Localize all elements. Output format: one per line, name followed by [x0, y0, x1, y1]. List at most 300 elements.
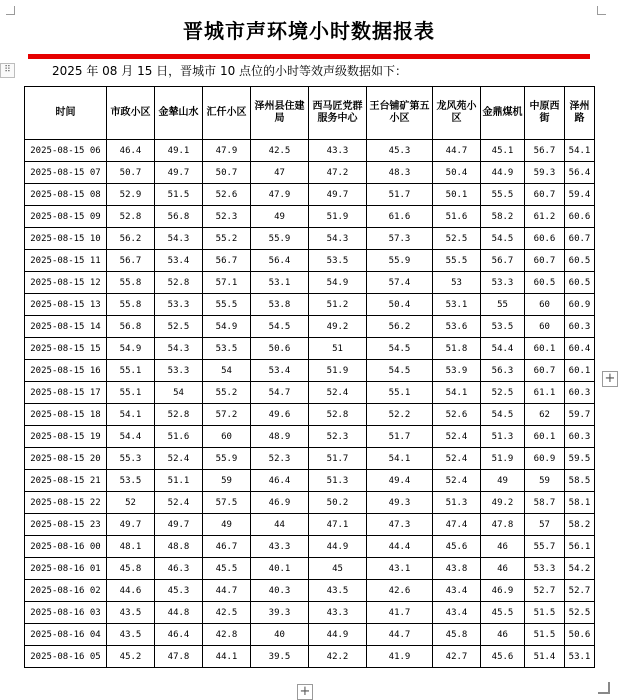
- value-cell: 43.8: [433, 558, 481, 580]
- value-cell: 40.3: [251, 580, 309, 602]
- value-cell: 49: [251, 206, 309, 228]
- value-cell: 43.5: [309, 580, 367, 602]
- value-cell: 51.8: [433, 338, 481, 360]
- value-cell: 57.2: [203, 404, 251, 426]
- header-jindingmeiji: 金鼎煤机: [481, 87, 525, 140]
- header-longfengyuan: 龙风苑小区: [433, 87, 481, 140]
- value-cell: 47.3: [367, 514, 433, 536]
- value-cell: 46.4: [107, 140, 155, 162]
- value-cell: 54.3: [155, 228, 203, 250]
- table-row: [25, 646, 595, 668]
- value-cell: 47.1: [309, 514, 367, 536]
- value-cell: 54.4: [481, 338, 525, 360]
- table-row: [25, 580, 595, 602]
- value-cell: 51.4: [525, 646, 565, 668]
- value-cell: 52.4: [155, 448, 203, 470]
- value-cell: 53.8: [251, 294, 309, 316]
- value-cell: 45.5: [481, 602, 525, 624]
- value-cell: 54.2: [565, 558, 595, 580]
- value-cell: 53.1: [251, 272, 309, 294]
- value-cell: 57.4: [367, 272, 433, 294]
- value-cell: 45.8: [433, 624, 481, 646]
- header-jinnianshanshui: 金辇山水: [155, 87, 203, 140]
- value-cell: 49.2: [481, 492, 525, 514]
- value-cell: 54.5: [251, 316, 309, 338]
- value-cell: 54.3: [155, 338, 203, 360]
- value-cell: 54.9: [203, 316, 251, 338]
- value-cell: 56.2: [107, 228, 155, 250]
- value-cell: 62: [525, 404, 565, 426]
- value-cell: 49: [203, 514, 251, 536]
- time-cell: 2025-08-15 21: [25, 470, 107, 492]
- table-row: [25, 228, 595, 250]
- header-time: 时间: [25, 87, 107, 140]
- value-cell: 58.2: [481, 206, 525, 228]
- time-cell: 2025-08-16 00: [25, 536, 107, 558]
- value-cell: 53.3: [155, 360, 203, 382]
- value-cell: 46.9: [251, 492, 309, 514]
- value-cell: 48.8: [155, 536, 203, 558]
- value-cell: 42.5: [203, 602, 251, 624]
- header-shizheng: 市政小区: [107, 87, 155, 140]
- value-cell: 47.9: [251, 184, 309, 206]
- value-cell: 53.3: [525, 558, 565, 580]
- time-cell: 2025-08-15 07: [25, 162, 107, 184]
- time-cell: 2025-08-16 01: [25, 558, 107, 580]
- table-row: [25, 602, 595, 624]
- table-row: [25, 514, 595, 536]
- value-cell: 50.4: [367, 294, 433, 316]
- value-cell: 42.2: [309, 646, 367, 668]
- value-cell: 55.5: [433, 250, 481, 272]
- intro-text: 2025 年 08 月 15 日，晋城市 10 点位的小时等效声级数据如下：: [52, 64, 408, 78]
- value-cell: 43.3: [251, 536, 309, 558]
- value-cell: 51.6: [433, 206, 481, 228]
- value-cell: 46.7: [203, 536, 251, 558]
- time-cell: 2025-08-15 10: [25, 228, 107, 250]
- value-cell: 43.5: [107, 624, 155, 646]
- value-cell: 52: [107, 492, 155, 514]
- value-cell: 60.1: [565, 360, 595, 382]
- time-cell: 2025-08-16 02: [25, 580, 107, 602]
- value-cell: 46.3: [155, 558, 203, 580]
- value-cell: 60: [203, 426, 251, 448]
- table-header-row: [25, 87, 595, 140]
- value-cell: 55.9: [367, 250, 433, 272]
- value-cell: 49.7: [155, 514, 203, 536]
- value-cell: 43.5: [107, 602, 155, 624]
- value-cell: 40: [251, 624, 309, 646]
- value-cell: 58.7: [525, 492, 565, 514]
- time-cell: 2025-08-15 17: [25, 382, 107, 404]
- value-cell: 55.9: [203, 448, 251, 470]
- table-row: [25, 140, 595, 162]
- value-cell: 44.7: [433, 140, 481, 162]
- table-resize-handle-icon[interactable]: [598, 682, 610, 694]
- title-divider: [28, 54, 590, 59]
- value-cell: 46.4: [251, 470, 309, 492]
- value-cell: 60.3: [565, 316, 595, 338]
- value-cell: 50.7: [203, 162, 251, 184]
- value-cell: 47.8: [481, 514, 525, 536]
- table-row: [25, 470, 595, 492]
- value-cell: 53.5: [481, 316, 525, 338]
- value-cell: 45.3: [155, 580, 203, 602]
- value-cell: 58.5: [565, 470, 595, 492]
- value-cell: 54.5: [367, 338, 433, 360]
- value-cell: 54: [203, 360, 251, 382]
- value-cell: 46.9: [481, 580, 525, 602]
- value-cell: 45.3: [367, 140, 433, 162]
- time-cell: 2025-08-15 20: [25, 448, 107, 470]
- value-cell: 46: [481, 624, 525, 646]
- value-cell: 47.4: [433, 514, 481, 536]
- header-zezhoulu: 泽州路: [565, 87, 595, 140]
- value-cell: 50.6: [251, 338, 309, 360]
- page-corner-mark-left: [6, 6, 15, 15]
- value-cell: 53.9: [433, 360, 481, 382]
- value-cell: 52.6: [203, 184, 251, 206]
- value-cell: 49.7: [107, 514, 155, 536]
- value-cell: 59: [203, 470, 251, 492]
- value-cell: 46: [481, 536, 525, 558]
- table-row: [25, 536, 595, 558]
- value-cell: 45.6: [433, 536, 481, 558]
- value-cell: 39.3: [251, 602, 309, 624]
- value-cell: 60.4: [565, 338, 595, 360]
- table-row: [25, 162, 595, 184]
- value-cell: 43.3: [309, 140, 367, 162]
- value-cell: 60.6: [525, 228, 565, 250]
- value-cell: 56.4: [251, 250, 309, 272]
- value-cell: 51.7: [367, 184, 433, 206]
- value-cell: 55.2: [203, 228, 251, 250]
- value-cell: 58.1: [565, 492, 595, 514]
- time-cell: 2025-08-15 19: [25, 426, 107, 448]
- value-cell: 52.4: [433, 470, 481, 492]
- value-cell: 52.8: [309, 404, 367, 426]
- value-cell: 52.3: [251, 448, 309, 470]
- value-cell: 40.1: [251, 558, 309, 580]
- value-cell: 43.3: [309, 602, 367, 624]
- value-cell: 54.3: [309, 228, 367, 250]
- value-cell: 49.7: [309, 184, 367, 206]
- value-cell: 56.3: [481, 360, 525, 382]
- time-cell: 2025-08-16 03: [25, 602, 107, 624]
- value-cell: 53.5: [203, 338, 251, 360]
- time-cell: 2025-08-15 16: [25, 360, 107, 382]
- value-cell: 52.9: [107, 184, 155, 206]
- value-cell: 45.1: [481, 140, 525, 162]
- value-cell: 49.1: [155, 140, 203, 162]
- value-cell: 52.3: [309, 426, 367, 448]
- value-cell: 55.8: [107, 272, 155, 294]
- value-cell: 55.5: [481, 184, 525, 206]
- value-cell: 47: [251, 162, 309, 184]
- value-cell: 60.5: [565, 272, 595, 294]
- value-cell: 42.5: [251, 140, 309, 162]
- value-cell: 52.6: [433, 404, 481, 426]
- value-cell: 55.1: [367, 382, 433, 404]
- table-row: [25, 382, 595, 404]
- page-title: 晋城市声环境小时数据报表: [183, 19, 435, 43]
- value-cell: 58.2: [565, 514, 595, 536]
- table-row: [25, 184, 595, 206]
- table-row: [25, 448, 595, 470]
- value-cell: 60.6: [565, 206, 595, 228]
- value-cell: 54.1: [433, 382, 481, 404]
- value-cell: 60.3: [565, 426, 595, 448]
- value-cell: 53.5: [309, 250, 367, 272]
- value-cell: 44.4: [367, 536, 433, 558]
- value-cell: 60.9: [565, 294, 595, 316]
- value-cell: 54.1: [565, 140, 595, 162]
- value-cell: 47.8: [155, 646, 203, 668]
- value-cell: 54.9: [309, 272, 367, 294]
- time-cell: 2025-08-15 13: [25, 294, 107, 316]
- add-column-plus-icon[interactable]: +: [602, 371, 618, 387]
- value-cell: 56.1: [565, 536, 595, 558]
- value-cell: 53.3: [155, 294, 203, 316]
- value-cell: 52.7: [525, 580, 565, 602]
- value-cell: 39.5: [251, 646, 309, 668]
- value-cell: 43.1: [367, 558, 433, 580]
- value-cell: 52.3: [203, 206, 251, 228]
- value-cell: 43.4: [433, 602, 481, 624]
- table-body: [25, 140, 595, 668]
- value-cell: 47.9: [203, 140, 251, 162]
- time-cell: 2025-08-16 04: [25, 624, 107, 646]
- value-cell: 55: [481, 294, 525, 316]
- value-cell: 45.8: [107, 558, 155, 580]
- value-cell: 46: [481, 558, 525, 580]
- value-cell: 55.2: [203, 382, 251, 404]
- value-cell: 54.5: [367, 360, 433, 382]
- value-cell: 56.2: [367, 316, 433, 338]
- value-cell: 52.5: [481, 382, 525, 404]
- value-cell: 60.9: [525, 448, 565, 470]
- move-handle-icon[interactable]: ⠿: [0, 63, 15, 78]
- value-cell: 61.6: [367, 206, 433, 228]
- value-cell: 60.5: [525, 272, 565, 294]
- add-row-plus-icon[interactable]: +: [297, 684, 313, 700]
- value-cell: 41.7: [367, 602, 433, 624]
- value-cell: 60: [525, 294, 565, 316]
- value-cell: 53.5: [107, 470, 155, 492]
- value-cell: 54.5: [481, 228, 525, 250]
- table-row: [25, 272, 595, 294]
- value-cell: 57.3: [367, 228, 433, 250]
- value-cell: 42.8: [203, 624, 251, 646]
- value-cell: 51: [309, 338, 367, 360]
- value-cell: 52.4: [309, 382, 367, 404]
- value-cell: 51.7: [309, 448, 367, 470]
- time-cell: 2025-08-15 22: [25, 492, 107, 514]
- value-cell: 56.7: [481, 250, 525, 272]
- table-row: [25, 206, 595, 228]
- table-row: [25, 250, 595, 272]
- noise-data-table: [24, 86, 595, 668]
- value-cell: 49.6: [251, 404, 309, 426]
- value-cell: 51.5: [155, 184, 203, 206]
- value-cell: 49.7: [155, 162, 203, 184]
- value-cell: 52.4: [433, 426, 481, 448]
- value-cell: 44.9: [309, 536, 367, 558]
- time-cell: 2025-08-15 14: [25, 316, 107, 338]
- value-cell: 60.1: [525, 426, 565, 448]
- value-cell: 45.2: [107, 646, 155, 668]
- value-cell: 50.6: [565, 624, 595, 646]
- value-cell: 44.6: [107, 580, 155, 602]
- value-cell: 53.3: [481, 272, 525, 294]
- table-row: [25, 404, 595, 426]
- value-cell: 49.3: [367, 492, 433, 514]
- value-cell: 60.7: [525, 184, 565, 206]
- value-cell: 45.5: [203, 558, 251, 580]
- value-cell: 57.5: [203, 492, 251, 514]
- value-cell: 55.1: [107, 360, 155, 382]
- value-cell: 51.2: [309, 294, 367, 316]
- value-cell: 53.4: [155, 250, 203, 272]
- value-cell: 60.7: [525, 360, 565, 382]
- value-cell: 44.7: [367, 624, 433, 646]
- value-cell: 44.9: [481, 162, 525, 184]
- time-cell: 2025-08-15 23: [25, 514, 107, 536]
- header-huiqian: 汇仟小区: [203, 87, 251, 140]
- value-cell: 56.7: [525, 140, 565, 162]
- value-cell: 56.4: [565, 162, 595, 184]
- value-cell: 47.2: [309, 162, 367, 184]
- value-cell: 61.1: [525, 382, 565, 404]
- value-cell: 51.5: [525, 602, 565, 624]
- value-cell: 56.7: [203, 250, 251, 272]
- value-cell: 51.3: [433, 492, 481, 514]
- table-row: [25, 492, 595, 514]
- value-cell: 41.9: [367, 646, 433, 668]
- value-cell: 51.9: [309, 360, 367, 382]
- value-cell: 56.8: [155, 206, 203, 228]
- value-cell: 52.8: [155, 272, 203, 294]
- value-cell: 49: [481, 470, 525, 492]
- value-cell: 59.7: [565, 404, 595, 426]
- value-cell: 56.7: [107, 250, 155, 272]
- value-cell: 44.9: [309, 624, 367, 646]
- value-cell: 52.4: [155, 492, 203, 514]
- header-zezhou-zhujianju: 泽州县住建局: [251, 87, 309, 140]
- value-cell: 51.5: [525, 624, 565, 646]
- value-cell: 54.5: [481, 404, 525, 426]
- value-cell: 43.4: [433, 580, 481, 602]
- value-cell: 55.7: [525, 536, 565, 558]
- header-wangtaipu: 王台铺矿第五小区: [367, 87, 433, 140]
- value-cell: 55.3: [107, 448, 155, 470]
- value-cell: 45: [309, 558, 367, 580]
- value-cell: 61.2: [525, 206, 565, 228]
- time-cell: 2025-08-16 05: [25, 646, 107, 668]
- value-cell: 52.5: [565, 602, 595, 624]
- value-cell: 51.9: [481, 448, 525, 470]
- value-cell: 54.7: [251, 382, 309, 404]
- value-cell: 52.2: [367, 404, 433, 426]
- value-cell: 60.7: [565, 228, 595, 250]
- value-cell: 53.1: [565, 646, 595, 668]
- header-ximajiang: 西马匠党群服务中心: [309, 87, 367, 140]
- value-cell: 44.1: [203, 646, 251, 668]
- value-cell: 60.5: [565, 250, 595, 272]
- value-cell: 52.7: [565, 580, 595, 602]
- value-cell: 60.1: [525, 338, 565, 360]
- time-cell: 2025-08-15 06: [25, 140, 107, 162]
- value-cell: 42.6: [367, 580, 433, 602]
- value-cell: 51.3: [309, 470, 367, 492]
- value-cell: 50.2: [309, 492, 367, 514]
- value-cell: 55.1: [107, 382, 155, 404]
- value-cell: 51.7: [367, 426, 433, 448]
- value-cell: 44: [251, 514, 309, 536]
- value-cell: 56.8: [107, 316, 155, 338]
- value-cell: 57.1: [203, 272, 251, 294]
- time-cell: 2025-08-15 08: [25, 184, 107, 206]
- table-row: [25, 558, 595, 580]
- value-cell: 46.4: [155, 624, 203, 646]
- value-cell: 54.1: [107, 404, 155, 426]
- value-cell: 42.7: [433, 646, 481, 668]
- table-row: [25, 294, 595, 316]
- value-cell: 49.4: [367, 470, 433, 492]
- value-cell: 59.4: [565, 184, 595, 206]
- value-cell: 48.3: [367, 162, 433, 184]
- value-cell: 60.3: [565, 382, 595, 404]
- time-cell: 2025-08-15 15: [25, 338, 107, 360]
- value-cell: 52.8: [155, 404, 203, 426]
- value-cell: 53.1: [433, 294, 481, 316]
- value-cell: 50.7: [107, 162, 155, 184]
- value-cell: 57: [525, 514, 565, 536]
- value-cell: 54.4: [107, 426, 155, 448]
- time-cell: 2025-08-15 09: [25, 206, 107, 228]
- value-cell: 55.5: [203, 294, 251, 316]
- value-cell: 53.6: [433, 316, 481, 338]
- time-cell: 2025-08-15 12: [25, 272, 107, 294]
- value-cell: 48.9: [251, 426, 309, 448]
- table-row: [25, 624, 595, 646]
- value-cell: 55.8: [107, 294, 155, 316]
- value-cell: 49.2: [309, 316, 367, 338]
- value-cell: 50.4: [433, 162, 481, 184]
- value-cell: 60.7: [525, 250, 565, 272]
- value-cell: 52.5: [433, 228, 481, 250]
- value-cell: 45.6: [481, 646, 525, 668]
- value-cell: 54.1: [367, 448, 433, 470]
- value-cell: 52.5: [155, 316, 203, 338]
- page-corner-mark-right: [597, 6, 606, 15]
- table-row: [25, 316, 595, 338]
- value-cell: 51.3: [481, 426, 525, 448]
- value-cell: 44.8: [155, 602, 203, 624]
- value-cell: 52.8: [107, 206, 155, 228]
- value-cell: 55.9: [251, 228, 309, 250]
- value-cell: 53.4: [251, 360, 309, 382]
- value-cell: 60: [525, 316, 565, 338]
- table-row: [25, 338, 595, 360]
- value-cell: 59.3: [525, 162, 565, 184]
- header-zhongyuanxijie: 中原西街: [525, 87, 565, 140]
- value-cell: 44.7: [203, 580, 251, 602]
- value-cell: 51.6: [155, 426, 203, 448]
- time-cell: 2025-08-15 18: [25, 404, 107, 426]
- value-cell: 52.4: [433, 448, 481, 470]
- value-cell: 50.1: [433, 184, 481, 206]
